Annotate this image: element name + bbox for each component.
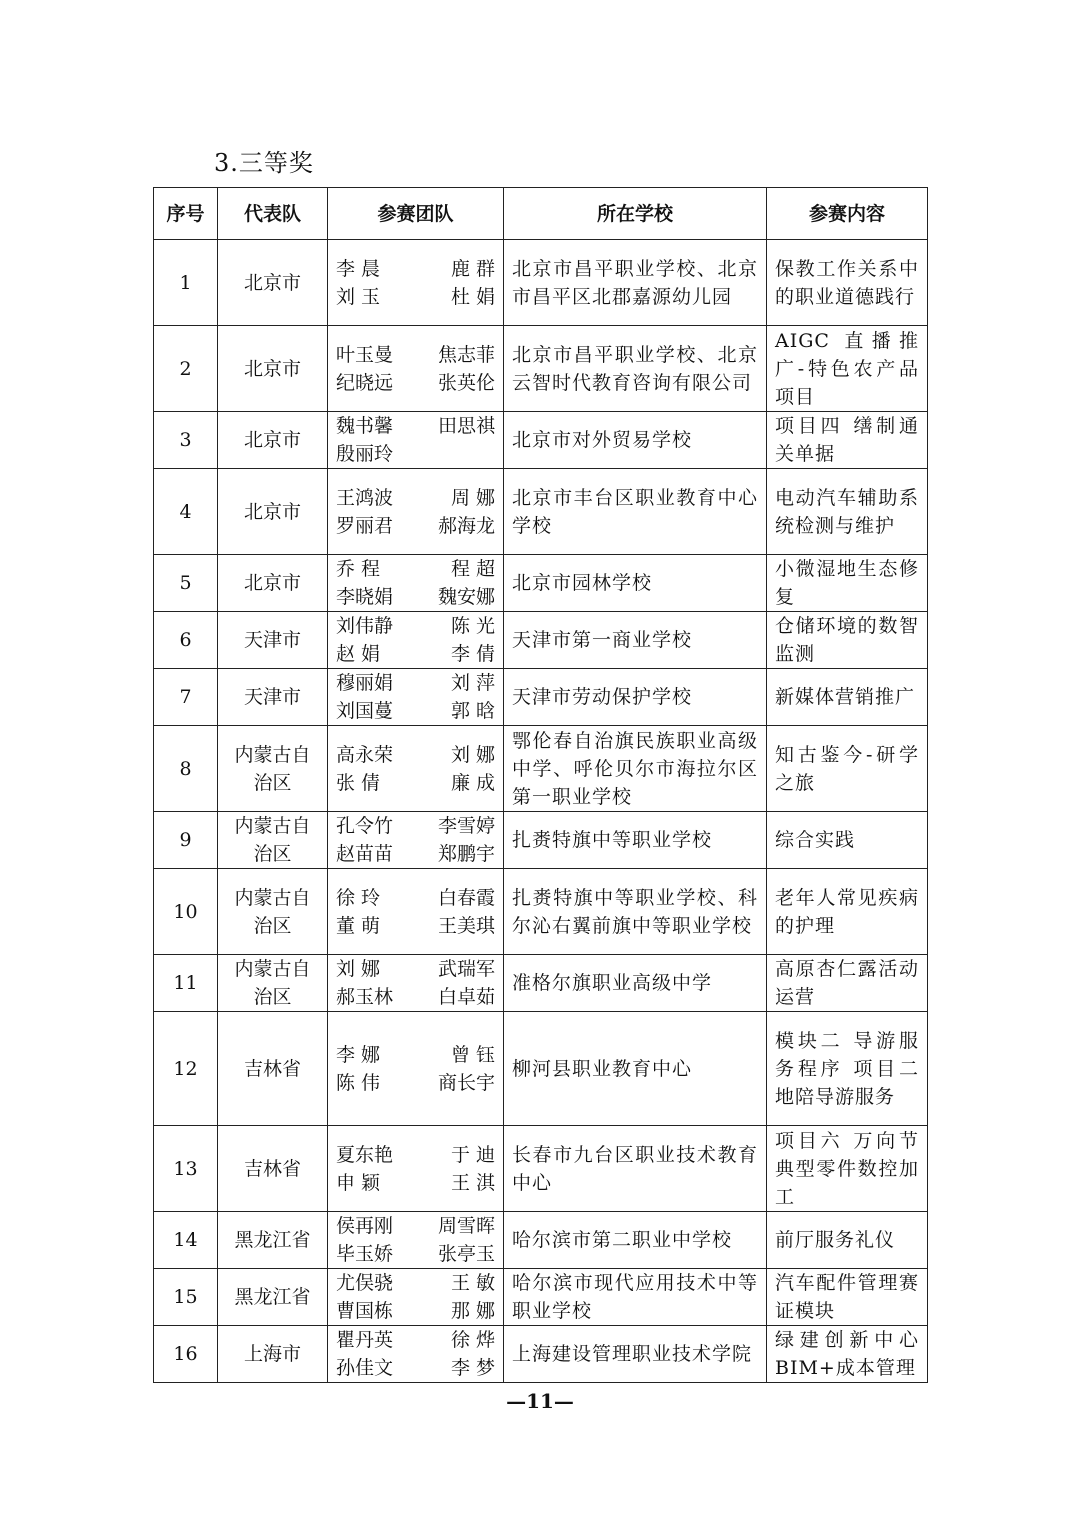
table-row: [154, 1269, 928, 1326]
row-content: 绿建创新中心 BIM+成本管理: [767, 1326, 928, 1383]
team-member: 曹国栋: [336, 1300, 394, 1322]
team-line: [336, 640, 495, 668]
row-team: [328, 469, 504, 555]
team-line: [336, 612, 495, 640]
team-line: [336, 955, 495, 983]
row-school: 扎赉特旗中等职业学校、科尔沁右翼前旗中等职业学校: [504, 869, 767, 955]
table-row: [154, 812, 928, 869]
row-team: [328, 1269, 504, 1326]
team-line: [336, 341, 495, 369]
row-team: [328, 1126, 504, 1212]
team-member: 侯再刚: [336, 1215, 394, 1237]
team-member: 殷丽玲: [336, 443, 394, 465]
team-member: 白卓茹: [437, 986, 495, 1008]
table-row: [154, 326, 928, 412]
row-index: 8: [154, 726, 218, 812]
header-index: 序号: [154, 188, 218, 240]
team-line: [336, 741, 495, 769]
row-content: 项目六 万向节典型零件数控加工: [767, 1126, 928, 1212]
table-row: [154, 1212, 928, 1269]
row-content: 模块二 导游服务程序 项目二 地陪导游服务: [767, 1012, 928, 1126]
row-content: 仓储环境的数智监测: [767, 612, 928, 669]
team-line: [336, 812, 495, 840]
team-member: 穆丽娟: [336, 672, 394, 694]
table-body: [154, 240, 928, 1383]
team-line: [336, 583, 495, 611]
row-region: 吉林省: [218, 1012, 328, 1126]
team-member: 徐 烨: [450, 1329, 495, 1351]
team-member: 郑鹏宇: [437, 843, 495, 865]
row-content: AIGC 直播推广-特色农产品项目: [767, 326, 928, 412]
row-region: 黑龙江省: [218, 1269, 328, 1326]
row-index: 4: [154, 469, 218, 555]
team-line: [336, 484, 495, 512]
row-index: 7: [154, 669, 218, 726]
row-school: 天津市第一商业学校: [504, 612, 767, 669]
row-index: 14: [154, 1212, 218, 1269]
team-member: 罗丽君: [336, 514, 394, 537]
team-member: 鹿 群: [450, 257, 495, 280]
team-member: 武瑞军: [437, 958, 495, 980]
team-member: 夏东艳: [336, 1143, 394, 1166]
row-team: [328, 1326, 504, 1383]
row-region: 天津市: [218, 669, 328, 726]
row-team: [328, 326, 504, 412]
team-line: [336, 1212, 495, 1240]
row-region: 上海市: [218, 1326, 328, 1383]
row-school: 柳河县职业教育中心: [504, 1012, 767, 1126]
row-index: 5: [154, 555, 218, 612]
team-member: 商长宇: [437, 1071, 495, 1094]
team-line: [336, 255, 495, 283]
team-member: 周 娜: [450, 486, 495, 509]
row-region: 北京市: [218, 240, 328, 326]
row-school: 鄂伦春自治旗民族职业高级中学、呼伦贝尔市海拉尔区第一职业学校: [504, 726, 767, 812]
row-index: 15: [154, 1269, 218, 1326]
team-line: [336, 840, 495, 868]
row-content: 高原杏仁露活动运营: [767, 955, 928, 1012]
row-index: 13: [154, 1126, 218, 1212]
row-school: 北京市昌平职业学校、北京云智时代教育咨询有限公司: [504, 326, 767, 412]
table-row: [154, 412, 928, 469]
row-region: 内蒙古自治区: [218, 869, 328, 955]
table-row: [154, 612, 928, 669]
team-line: [336, 512, 495, 540]
team-member: 张亭玉: [437, 1243, 495, 1265]
row-content: 保教工作关系中的职业道德践行: [767, 240, 928, 326]
team-member: 白春霞: [437, 886, 495, 909]
row-region: 黑龙江省: [218, 1212, 328, 1269]
team-line: [336, 1269, 495, 1297]
team-member: 瞿丹英: [336, 1329, 394, 1351]
row-content: 知古鉴今-研学之旅: [767, 726, 928, 812]
row-region: 北京市: [218, 412, 328, 469]
table-row: [154, 669, 928, 726]
row-region: 内蒙古自治区: [218, 955, 328, 1012]
team-member: 刘国蔓: [336, 700, 394, 722]
team-line: [336, 1240, 495, 1268]
row-team: [328, 869, 504, 955]
team-line: [336, 769, 495, 797]
row-team: [328, 612, 504, 669]
team-member: 郭 晗: [450, 700, 495, 722]
row-content: 前厅服务礼仪: [767, 1212, 928, 1269]
table-row: [154, 955, 928, 1012]
row-region: 天津市: [218, 612, 328, 669]
team-member: 申 颖: [336, 1171, 381, 1194]
table-row: [154, 1326, 928, 1383]
team-member: 乔 程: [336, 558, 381, 580]
table-row: [154, 555, 928, 612]
row-index: 16: [154, 1326, 218, 1383]
team-member: 王 敏: [450, 1272, 495, 1294]
header-team: 参赛团队: [328, 188, 504, 240]
team-member: 刘 娜: [336, 958, 381, 980]
team-member: 刘 玉: [336, 285, 381, 308]
row-school: 北京市昌平职业学校、北京市昌平区北郡嘉源幼儿园: [504, 240, 767, 326]
team-member: 李 晨: [336, 257, 381, 280]
row-content: 小微湿地生态修复: [767, 555, 928, 612]
team-line: [336, 1326, 495, 1354]
team-member: 王鸿波: [336, 486, 394, 509]
table-row: [154, 469, 928, 555]
row-school: 扎赉特旗中等职业学校: [504, 812, 767, 869]
team-line: [336, 1141, 495, 1169]
team-member: 张英伦: [437, 371, 495, 394]
row-school: 天津市劳动保护学校: [504, 669, 767, 726]
team-member: 刘 萍: [450, 672, 495, 694]
row-school: 北京市园林学校: [504, 555, 767, 612]
team-member: 陈 伟: [336, 1071, 381, 1094]
row-team: [328, 240, 504, 326]
team-member: 陈 光: [450, 615, 495, 637]
team-member: 田思祺: [437, 415, 495, 437]
team-member: 孙佳文: [336, 1357, 394, 1379]
row-index: 12: [154, 1012, 218, 1126]
team-line: [336, 369, 495, 397]
row-content: 电动汽车辅助系统检测与维护: [767, 469, 928, 555]
team-member: 李 梦: [450, 1357, 495, 1379]
team-line: [336, 283, 495, 311]
team-line: [336, 1297, 495, 1325]
team-member: 曾 钰: [450, 1043, 495, 1066]
team-member: 杜 娟: [450, 285, 495, 308]
table-row: [154, 726, 928, 812]
row-team: [328, 1212, 504, 1269]
row-team: [328, 955, 504, 1012]
section-title: 3.三等奖: [214, 149, 314, 177]
team-line: [336, 440, 495, 468]
third-prize-table: [153, 187, 928, 1383]
team-line: [336, 983, 495, 1011]
team-member: 刘 娜: [450, 743, 495, 766]
page-number: —11—: [506, 1389, 574, 1413]
team-member: 高永荣: [336, 743, 394, 766]
row-team: [328, 555, 504, 612]
team-member: 郝海龙: [437, 514, 495, 537]
team-member: 程 超: [450, 558, 495, 580]
row-index: 6: [154, 612, 218, 669]
row-content: 老年人常见疾病的护理: [767, 869, 928, 955]
team-line: [336, 884, 495, 912]
team-member: 赵 娟: [336, 643, 381, 665]
row-school: 哈尔滨市第二职业中学校: [504, 1212, 767, 1269]
team-member: 李晓娟: [336, 586, 394, 608]
row-team: [328, 669, 504, 726]
team-member: 郝玉林: [336, 986, 394, 1008]
team-member: 纪晓远: [336, 371, 394, 394]
team-line: [336, 1041, 495, 1069]
row-index: 9: [154, 812, 218, 869]
team-member: 张 倩: [336, 771, 381, 794]
team-line: [336, 669, 495, 697]
row-region: 北京市: [218, 469, 328, 555]
row-region: 北京市: [218, 555, 328, 612]
table-row: [154, 869, 928, 955]
table-header-row: [154, 188, 928, 240]
table-row: [154, 1012, 928, 1126]
row-region: 北京市: [218, 326, 328, 412]
row-school: 长春市九台区职业技术教育中心: [504, 1126, 767, 1212]
team-member: 李 娜: [336, 1043, 381, 1066]
team-member: 叶玉曼: [336, 343, 394, 366]
team-member: 徐 玲: [336, 886, 381, 909]
header-content: 参赛内容: [767, 188, 928, 240]
team-member: 廉 成: [450, 771, 495, 794]
row-school: 北京市丰台区职业教育中心学校: [504, 469, 767, 555]
team-line: [336, 555, 495, 583]
team-member: 于 迪: [450, 1143, 495, 1166]
team-member: 周雪晖: [437, 1215, 495, 1237]
row-index: 10: [154, 869, 218, 955]
team-line: [336, 1169, 495, 1197]
row-school: 上海建设管理职业技术学院: [504, 1326, 767, 1383]
row-team: [328, 812, 504, 869]
row-index: 1: [154, 240, 218, 326]
team-member: 魏安娜: [437, 586, 495, 608]
team-member: 董 萌: [336, 914, 381, 937]
row-region: 内蒙古自治区: [218, 812, 328, 869]
team-member: 王美琪: [437, 914, 495, 937]
row-content: 综合实践: [767, 812, 928, 869]
team-member: 焦志菲: [437, 343, 495, 366]
team-member: 尤俣骁: [336, 1272, 394, 1294]
table-row: [154, 240, 928, 326]
team-line: [336, 1354, 495, 1382]
row-region: 内蒙古自治区: [218, 726, 328, 812]
team-line: [336, 912, 495, 940]
team-member: 那 娜: [450, 1300, 495, 1322]
team-member: 魏书馨: [336, 415, 394, 437]
row-team: [328, 726, 504, 812]
team-member: 孔令竹: [336, 815, 394, 837]
row-index: 2: [154, 326, 218, 412]
row-content: 项目四 缮制通关单据: [767, 412, 928, 469]
row-index: 11: [154, 955, 218, 1012]
header-school: 所在学校: [504, 188, 767, 240]
row-team: [328, 412, 504, 469]
row-region: 吉林省: [218, 1126, 328, 1212]
row-school: 哈尔滨市现代应用技术中等职业学校: [504, 1269, 767, 1326]
team-line: [336, 412, 495, 440]
team-line: [336, 697, 495, 725]
team-line: [336, 1069, 495, 1097]
team-member: 毕玉娇: [336, 1243, 394, 1265]
team-member: 李 倩: [450, 643, 495, 665]
row-school: 准格尔旗职业高级中学: [504, 955, 767, 1012]
row-index: 3: [154, 412, 218, 469]
team-member: 赵苗苗: [336, 843, 394, 865]
team-member: 王 淇: [450, 1171, 495, 1194]
team-member: 李雪婷: [437, 815, 495, 837]
header-region: 代表队: [218, 188, 328, 240]
team-member: 刘伟静: [336, 615, 394, 637]
row-team: [328, 1012, 504, 1126]
row-school: 北京市对外贸易学校: [504, 412, 767, 469]
row-content: 汽车配件管理赛证模块: [767, 1269, 928, 1326]
row-content: 新媒体营销推广: [767, 669, 928, 726]
table-row: [154, 1126, 928, 1212]
